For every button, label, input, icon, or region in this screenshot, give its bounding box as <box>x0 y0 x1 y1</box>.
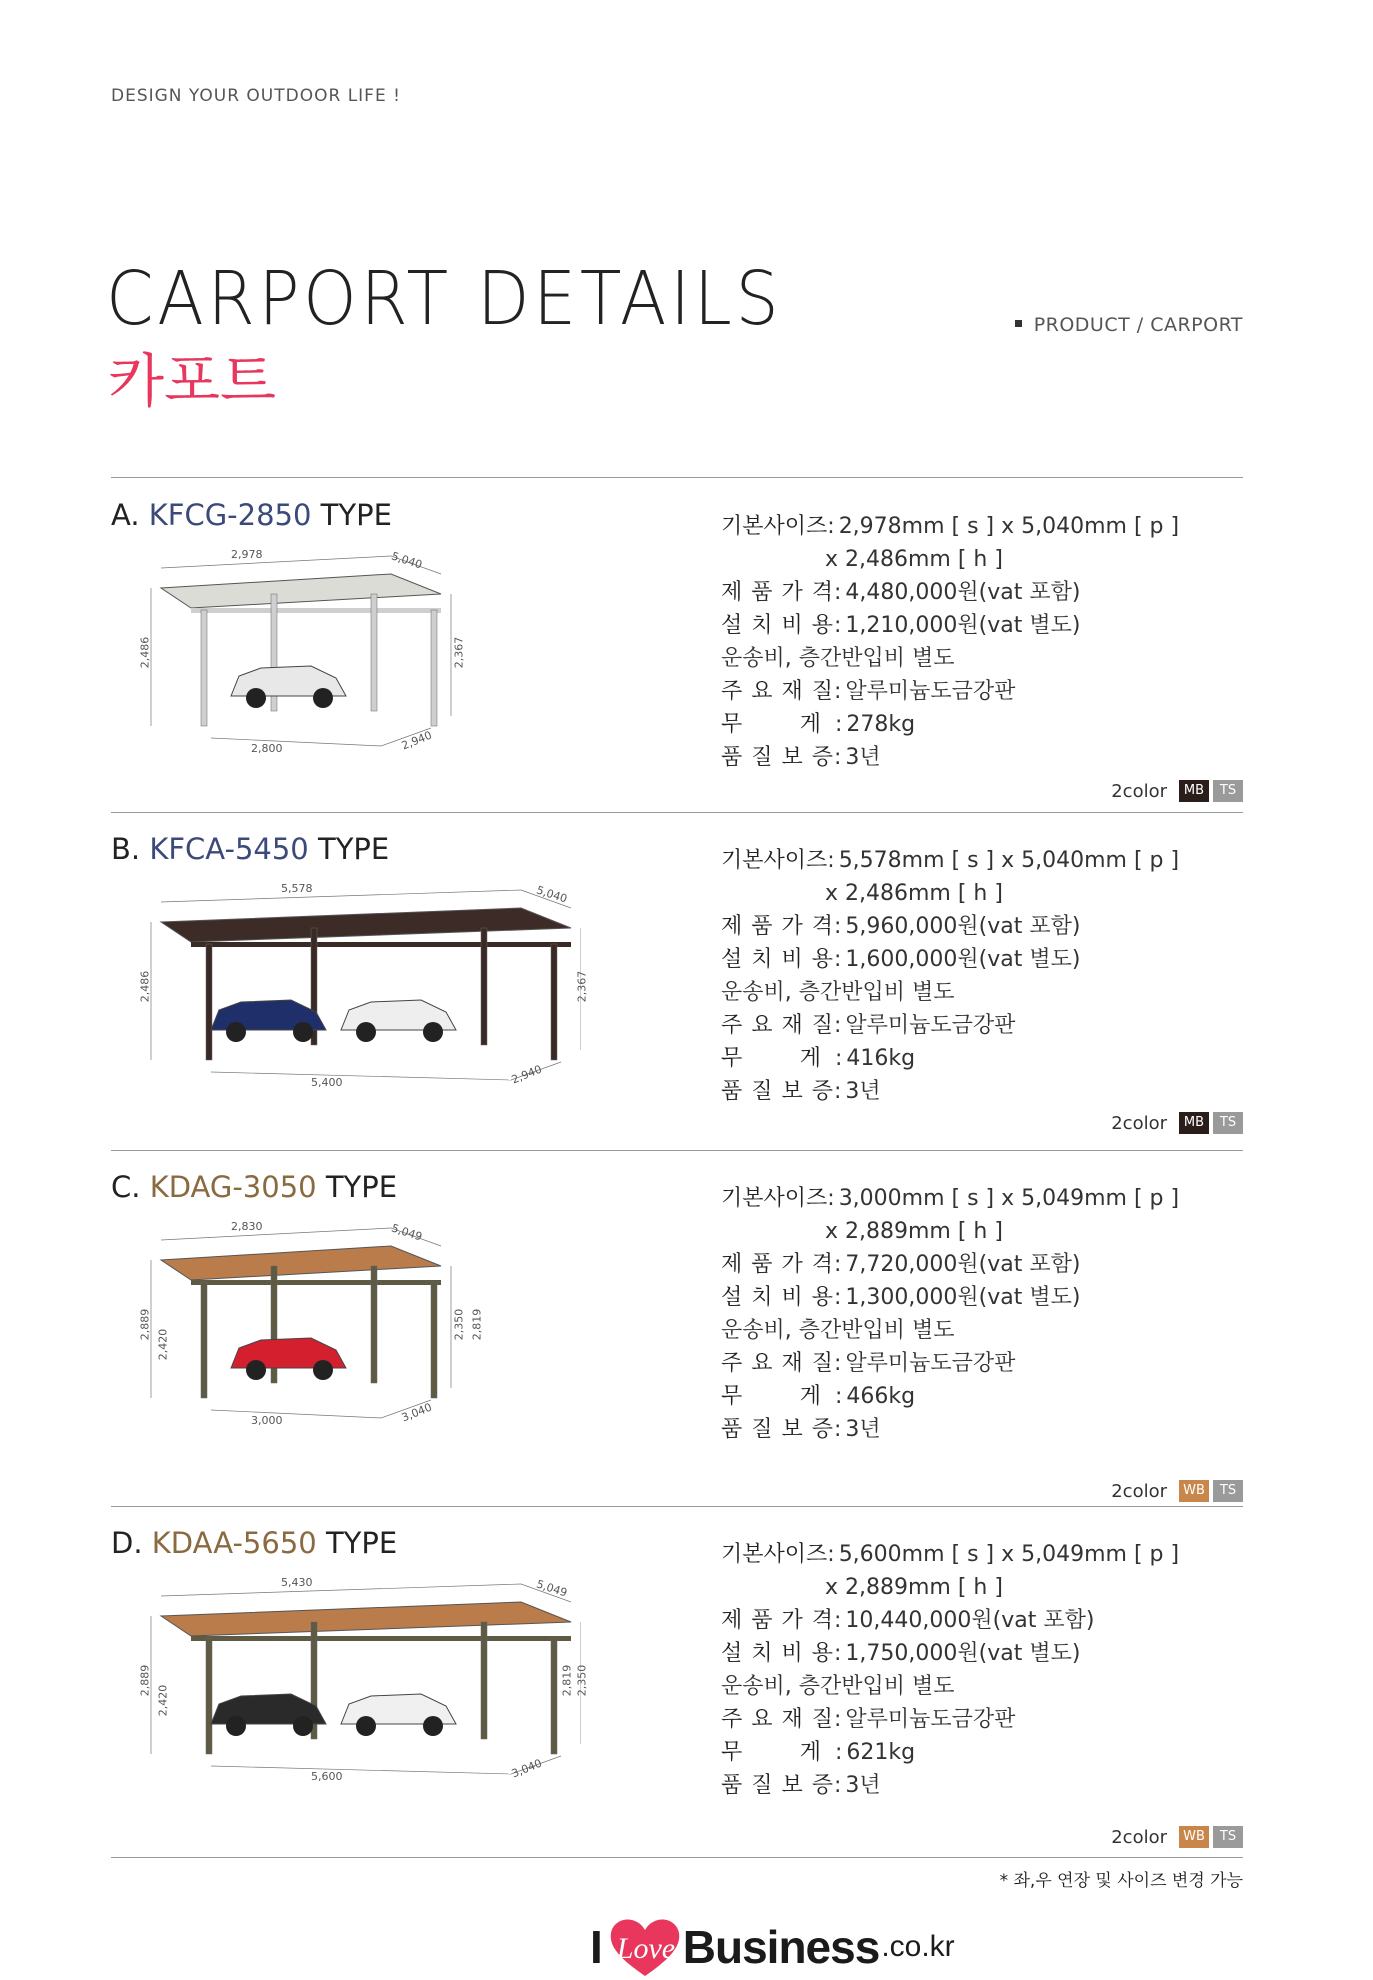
spec-install: 설 치 비 용 : 1,600,000원(vat 별도) <box>721 943 1241 976</box>
spec-value: 3년 <box>845 1773 881 1798</box>
spec-label: 설 치 비 용 <box>721 1641 834 1666</box>
color-swatch[interactable]: TS <box>1213 1480 1243 1502</box>
spec-warranty: 품 질 보 증 : 3년 <box>721 1075 1241 1108</box>
bullet-icon <box>1015 320 1022 327</box>
color-swatch[interactable]: WB <box>1179 1480 1209 1502</box>
dim-label: 2,819 <box>470 1308 484 1341</box>
carport-illustration <box>111 1218 581 1428</box>
spec-weight: 무 게 : 278kg <box>721 708 1241 741</box>
dim-label: 2,978 <box>231 548 263 561</box>
spec-size: 기본사이즈 : 2,978mm [ s ] x 5,040mm [ p ] <box>721 510 1241 543</box>
dim-label: 5,400 <box>311 1076 343 1089</box>
spec-weight: 무 게 : 621kg <box>721 1736 1241 1769</box>
spec-label: 제 품 가 격 <box>721 1252 834 1277</box>
spec-value: 3,000mm [ s ] x 5,049mm [ p ] <box>838 1186 1180 1211</box>
page-title-korean: 카포트 <box>108 347 277 415</box>
spec-value: x 2,889mm [ h ] <box>825 1575 1003 1600</box>
color-swatch[interactable]: TS <box>1213 1826 1243 1848</box>
spec-value: x 2,889mm [ h ] <box>825 1219 1003 1244</box>
dim-label: 3,000 <box>251 1414 283 1427</box>
divider <box>111 812 1243 813</box>
dim-label: 3,040 <box>399 1400 434 1425</box>
spec-label: 무 <box>721 712 743 737</box>
spec-warranty: 품 질 보 증 : 3년 <box>721 741 1241 774</box>
spec-value: 10,440,000원(vat 포함) <box>845 1608 1095 1633</box>
dim-label: 5,578 <box>281 882 313 895</box>
product-suffix: TYPE <box>317 832 390 866</box>
spec-install: 설 치 비 용 : 1,210,000원(vat 별도) <box>721 609 1241 642</box>
spec-label: 제 품 가 격 <box>721 580 834 605</box>
spec-label: 기본사이즈 <box>721 514 828 539</box>
dim-label: 2,830 <box>231 1220 263 1233</box>
spec-warranty: 품 질 보 증 : 3년 <box>721 1413 1241 1446</box>
product-section <box>111 1170 1243 1502</box>
spec-value: 1,600,000원(vat 별도) <box>845 947 1081 972</box>
divider <box>111 1506 1243 1507</box>
spec-price: 제 품 가 격 : 4,480,000원(vat 포함) <box>721 576 1241 609</box>
spec-label: 기본사이즈 <box>721 848 828 873</box>
dim-label: 3,040 <box>509 1756 544 1781</box>
color-label: 2color <box>1111 1112 1167 1134</box>
product-suffix: TYPE <box>325 1526 398 1560</box>
spec-label: 게 <box>799 1384 821 1409</box>
spec-size-cont <box>721 1215 1241 1248</box>
carport-illustration <box>111 880 589 1090</box>
divider <box>111 477 1243 478</box>
spec-label: 주 요 재 질 <box>721 1351 834 1376</box>
dim-label: 2,367 <box>452 636 466 669</box>
spec-size: 기본사이즈 : 5,600mm [ s ] x 5,049mm [ p ] <box>721 1538 1241 1571</box>
spec-shipping-note: 운송비, 층간반입비 별도 <box>721 646 955 671</box>
footnote: * 좌,우 연장 및 사이즈 변경 가능 <box>999 1871 1243 1891</box>
spec-price: 제 품 가 격 : 10,440,000원(vat 포함) <box>721 1604 1241 1637</box>
spec-size: 기본사이즈 : 5,578mm [ s ] x 5,040mm [ p ] <box>721 844 1241 877</box>
spec-value: 3년 <box>845 1417 881 1442</box>
spec-size-cont <box>721 1571 1241 1604</box>
product-title <box>111 1526 397 1560</box>
color-swatch[interactable]: TS <box>1213 1112 1243 1134</box>
spec-value: 알루미늄도금강판 <box>845 679 1016 704</box>
spec-shipping-note: 운송비, 층간반입비 별도 <box>721 1674 955 1699</box>
dim-label: 5,430 <box>281 1576 313 1589</box>
footer-logo[interactable] <box>590 1916 955 1978</box>
logo-business: Business <box>682 1921 880 1973</box>
dim-label: 2,350 <box>575 1664 589 1697</box>
spec-price: 제 품 가 격 : 7,720,000원(vat 포함) <box>721 1248 1241 1281</box>
dim-label: 2,889 <box>138 1308 152 1341</box>
spec-value: 5,578mm [ s ] x 5,040mm [ p ] <box>838 848 1180 873</box>
spec-label: 무 <box>721 1384 743 1409</box>
spec-install: 설 치 비 용 : 1,750,000원(vat 별도) <box>721 1637 1241 1670</box>
dim-label: 2,486 <box>138 636 152 669</box>
product-code: KFCG-2850 <box>148 498 312 532</box>
dim-label: 2,486 <box>138 970 152 1003</box>
dim-label: 2,800 <box>251 742 283 755</box>
dim-label: 5,040 <box>534 883 569 906</box>
color-options <box>1111 1480 1243 1502</box>
breadcrumb-text: PRODUCT / CARPORT <box>1033 314 1243 336</box>
product-title <box>111 832 389 866</box>
logo-i: I <box>590 1921 603 1973</box>
spec-material: 주 요 재 질 : 알루미늄도금강판 <box>721 675 1241 708</box>
color-options <box>1111 1826 1243 1848</box>
dim-label: 2,889 <box>138 1664 152 1697</box>
spec-weight: 무 게 : 466kg <box>721 1380 1241 1413</box>
dim-label: 5,049 <box>389 1221 424 1244</box>
product-section <box>111 832 1243 1132</box>
color-swatch[interactable]: WB <box>1179 1826 1209 1848</box>
spec-value: 1,750,000원(vat 별도) <box>845 1641 1081 1666</box>
heart-icon <box>609 1916 681 1978</box>
spec-label: 설 치 비 용 <box>721 947 834 972</box>
product-prefix: A. <box>111 498 140 532</box>
product-section <box>111 498 1243 802</box>
product-suffix: TYPE <box>320 498 392 532</box>
spec-label: 기본사이즈 <box>721 1186 828 1211</box>
spec-value: 5,600mm [ s ] x 5,049mm [ p ] <box>838 1542 1180 1567</box>
spec-value: 466kg <box>846 1384 916 1409</box>
spec-value: 4,480,000원(vat 포함) <box>845 580 1081 605</box>
color-swatch[interactable]: MB <box>1179 780 1209 802</box>
spec-size-cont <box>721 543 1241 576</box>
product-code: KFCA-5450 <box>149 832 309 866</box>
product-code: KDAG-3050 <box>149 1170 317 1204</box>
spec-value: 1,300,000원(vat 별도) <box>845 1285 1081 1310</box>
spec-list <box>721 844 1241 1108</box>
spec-value: 416kg <box>846 1046 916 1071</box>
dim-label: 2,420 <box>156 1684 170 1717</box>
spec-value: x 2,486mm [ h ] <box>825 547 1003 572</box>
spec-value: 알루미늄도금강판 <box>845 1013 1016 1038</box>
product-suffix: TYPE <box>325 1170 398 1204</box>
product-code: KDAA-5650 <box>151 1526 317 1560</box>
logo-domain: .co.kr <box>881 1930 955 1963</box>
color-options <box>1111 780 1243 802</box>
spec-size-cont <box>721 877 1241 910</box>
spec-label: 제 품 가 격 <box>721 1608 834 1633</box>
spec-warranty: 품 질 보 증 : 3년 <box>721 1769 1241 1802</box>
spec-list <box>721 510 1241 774</box>
spec-size: 기본사이즈 : 3,000mm [ s ] x 5,049mm [ p ] <box>721 1182 1241 1215</box>
page-title: CARPORT DETAILS <box>106 256 783 342</box>
dim-label: 2,350 <box>452 1308 466 1341</box>
spec-list <box>721 1182 1241 1446</box>
spec-label: 게 <box>799 712 821 737</box>
product-section <box>111 1526 1243 1848</box>
spec-label: 품 질 보 증 <box>721 1079 834 1104</box>
spec-value: 알루미늄도금강판 <box>845 1351 1016 1376</box>
spec-label: 설 치 비 용 <box>721 613 834 638</box>
spec-label: 무 <box>721 1046 743 1071</box>
spec-weight: 무 게 : 416kg <box>721 1042 1241 1075</box>
breadcrumb <box>1015 314 1243 336</box>
spec-value: 3년 <box>845 1079 881 1104</box>
spec-label: 품 질 보 증 <box>721 1773 834 1798</box>
spec-value: 알루미늄도금강판 <box>845 1707 1016 1732</box>
spec-material: 주 요 재 질 : 알루미늄도금강판 <box>721 1009 1241 1042</box>
spec-value: 621kg <box>846 1740 916 1765</box>
spec-label: 무 <box>721 1740 743 1765</box>
divider <box>111 1857 1243 1858</box>
spec-material: 주 요 재 질 : 알루미늄도금강판 <box>721 1347 1241 1380</box>
spec-label: 기본사이즈 <box>721 1542 828 1567</box>
spec-label: 게 <box>799 1740 821 1765</box>
spec-shipping-note: 운송비, 층간반입비 별도 <box>721 980 955 1005</box>
dim-label: 2,940 <box>509 1062 544 1087</box>
spec-label: 품 질 보 증 <box>721 745 834 770</box>
color-swatch[interactable]: TS <box>1213 780 1243 802</box>
color-swatch[interactable]: MB <box>1179 1112 1209 1134</box>
dim-label: 5,600 <box>311 1770 343 1783</box>
product-prefix: D. <box>111 1526 143 1560</box>
divider <box>111 1150 1243 1151</box>
dim-label: 5,049 <box>534 1577 569 1600</box>
tagline: DESIGN YOUR OUTDOOR LIFE ! <box>111 86 401 106</box>
spec-value: 7,720,000원(vat 포함) <box>845 1252 1081 1277</box>
spec-label: 주 요 재 질 <box>721 1707 834 1732</box>
dim-label: 2,367 <box>575 970 589 1003</box>
color-label: 2color <box>1111 1826 1167 1848</box>
spec-label: 주 요 재 질 <box>721 679 834 704</box>
spec-value: x 2,486mm [ h ] <box>825 881 1003 906</box>
spec-label: 게 <box>799 1046 821 1071</box>
color-label: 2color <box>1111 780 1167 802</box>
carport-illustration <box>111 546 581 756</box>
spec-label: 제 품 가 격 <box>721 914 834 939</box>
spec-value: 3년 <box>845 745 881 770</box>
product-title <box>111 498 392 532</box>
spec-list <box>721 1538 1241 1802</box>
product-prefix: B. <box>111 832 141 866</box>
spec-install: 설 치 비 용 : 1,300,000원(vat 별도) <box>721 1281 1241 1314</box>
color-options <box>1111 1112 1243 1134</box>
spec-value: 1,210,000원(vat 별도) <box>845 613 1081 638</box>
product-title <box>111 1170 397 1204</box>
dim-label: 2,819 <box>560 1664 574 1697</box>
spec-shipping-note: 운송비, 층간반입비 별도 <box>721 1318 955 1343</box>
spec-label: 설 치 비 용 <box>721 1285 834 1310</box>
spec-label: 주 요 재 질 <box>721 1013 834 1038</box>
spec-value: 5,960,000원(vat 포함) <box>845 914 1081 939</box>
dim-label: 2,420 <box>156 1328 170 1361</box>
spec-value: 2,978mm [ s ] x 5,040mm [ p ] <box>838 514 1180 539</box>
spec-value: 278kg <box>846 712 916 737</box>
dim-label: 5,040 <box>389 549 424 572</box>
spec-material: 주 요 재 질 : 알루미늄도금강판 <box>721 1703 1241 1736</box>
color-label: 2color <box>1111 1480 1167 1502</box>
logo-love: Love <box>616 1932 676 1965</box>
spec-price: 제 품 가 격 : 5,960,000원(vat 포함) <box>721 910 1241 943</box>
dim-label: 2,940 <box>399 728 434 753</box>
product-prefix: C. <box>111 1170 141 1204</box>
carport-illustration <box>111 1574 589 1784</box>
spec-label: 품 질 보 증 <box>721 1417 834 1442</box>
